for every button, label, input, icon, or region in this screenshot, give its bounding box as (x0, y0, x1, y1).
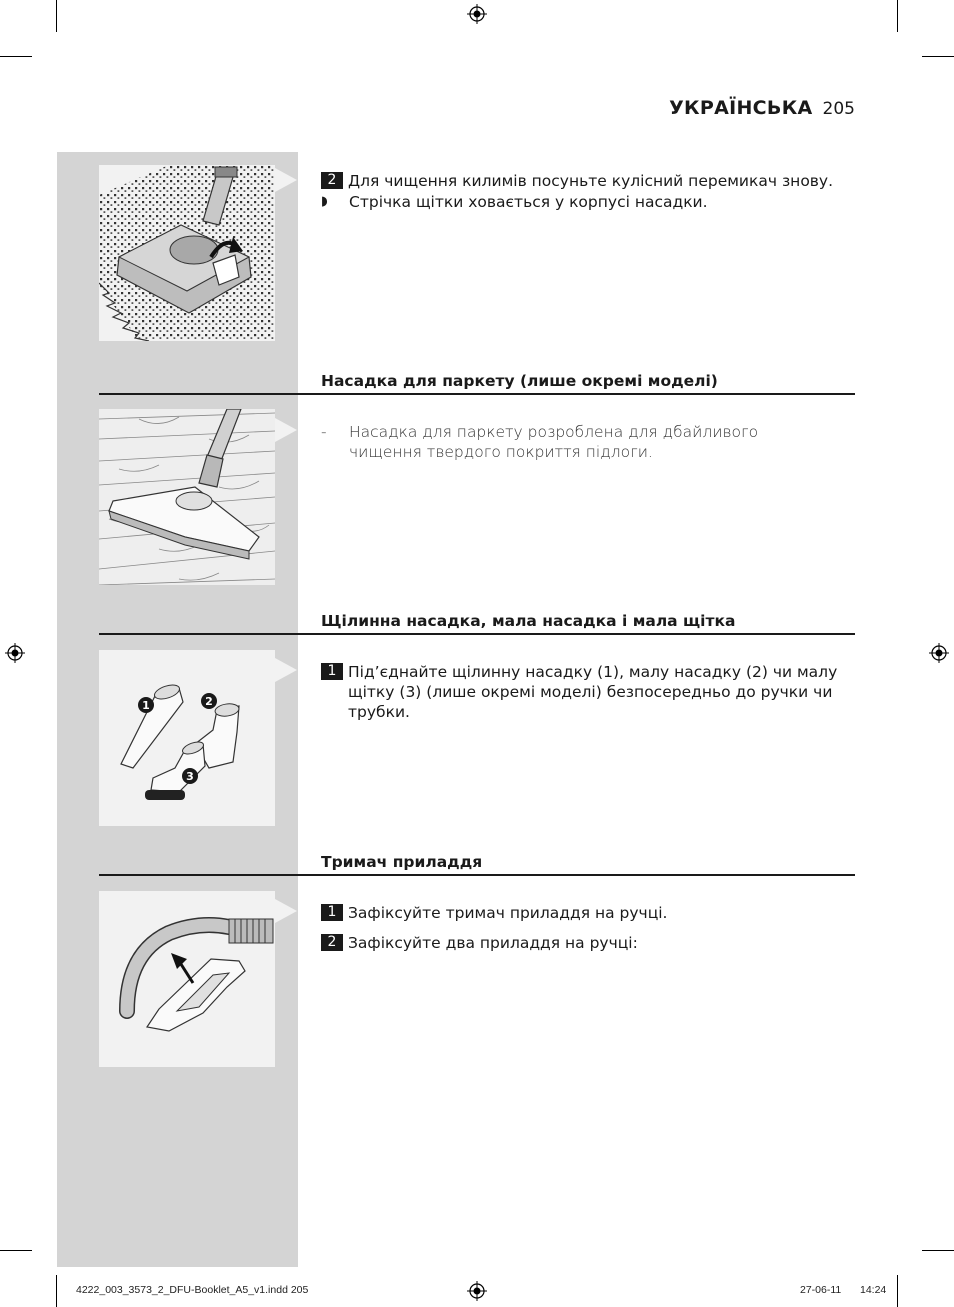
page-number: 205 (822, 99, 855, 119)
crop-mark (897, 1275, 898, 1307)
step-text: Зафіксуйте тримач приладдя на ручці. (348, 904, 668, 922)
step-item (321, 662, 861, 722)
step-number-badge: 1 (321, 904, 343, 921)
step-item (321, 903, 861, 923)
registration-mark-icon (5, 643, 25, 663)
crop-mark (0, 1250, 32, 1251)
step-item (321, 933, 861, 953)
registration-mark-icon (467, 4, 487, 24)
crop-mark (56, 0, 57, 32)
footer-file: 4222_003_3573_2_DFU-Booklet_A5_v1.indd 205 (76, 1284, 309, 1296)
callout-2: 2 (205, 695, 213, 708)
crop-mark (56, 1275, 57, 1307)
pointer-triangle (275, 418, 297, 442)
bullet-dash: - (321, 423, 327, 441)
callout-1: 1 (142, 699, 150, 712)
crop-mark (0, 56, 32, 57)
section-divider (99, 874, 855, 876)
crop-mark (922, 56, 954, 57)
page-header (669, 97, 855, 119)
crop-mark (897, 0, 898, 32)
section-title-crevice: Щілинна насадка, мала насадка і мала щітка (321, 612, 736, 630)
pointer-triangle (275, 658, 297, 682)
step-number-badge: 2 (321, 172, 343, 189)
crop-mark (922, 1250, 954, 1251)
result-text: Стрічка щітки ховається у корпусі насадки. (349, 193, 708, 211)
step-text: Під’єднайте щілинну насадку (1), малу насадку (2) чи малу щітку (3) (лише окремі моделі) безпосередньо до ручки чи трубки. (348, 663, 838, 721)
result-marker-icon: ◗ (321, 194, 328, 209)
accessories-illustration (99, 650, 275, 826)
step-number-badge: 2 (321, 934, 343, 951)
section-title-parquet: Насадка для паркету (лише окремі моделі) (321, 372, 718, 390)
pointer-triangle (275, 899, 297, 923)
footer-time: 14:24 (860, 1284, 887, 1296)
section-divider (99, 633, 855, 635)
accessory-holder-illustration (99, 891, 275, 1067)
footer-date: 27-06-11 (800, 1284, 842, 1296)
step-text: Зафіксуйте два приладдя на ручці: (348, 934, 638, 952)
result-item (321, 192, 861, 212)
pointer-triangle (275, 168, 297, 192)
step-item (321, 171, 861, 191)
carpet-nozzle-illustration (99, 165, 275, 341)
callout-3: 3 (186, 770, 194, 783)
parquet-nozzle-illustration (99, 409, 275, 585)
step-text: Для чищення килимів посуньте кулісний перемикач знову. (348, 172, 834, 190)
section-title-holder: Тримач приладдя (321, 853, 483, 871)
bullet-item (321, 422, 861, 462)
registration-mark-icon (929, 643, 949, 663)
step-number-badge: 1 (321, 663, 343, 680)
registration-mark-icon (467, 1281, 487, 1301)
section-divider (99, 393, 855, 395)
language-title: УКРАЇНСЬКА (669, 97, 813, 119)
bullet-text: Насадка для паркету розроблена для дбайливого чищення твердого покриття підлоги. (349, 423, 759, 461)
